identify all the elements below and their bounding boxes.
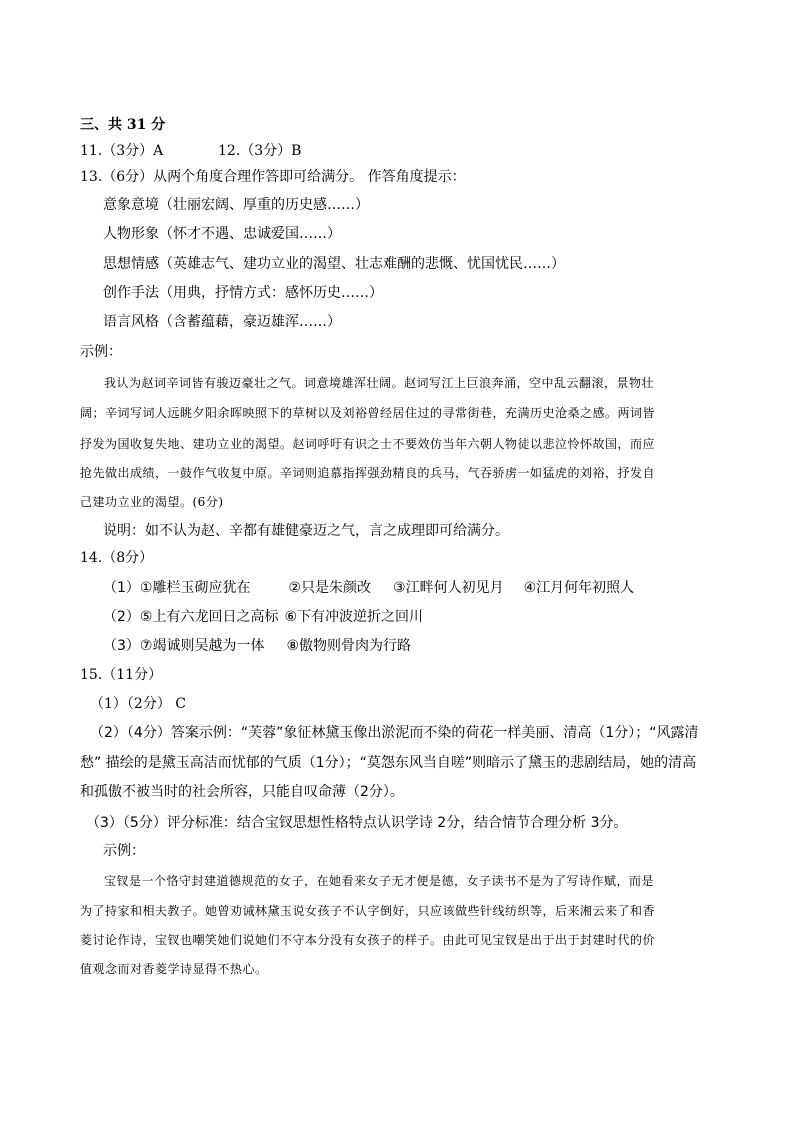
- q15-example-line: 值观念而对香菱学诗显得不热心。: [80, 962, 268, 976]
- q15-example-line: 宝钗是一个恪守封建道德规范的女子，在她看来女子无才便是德，女子读书不是为了写诗作赋，而是: [104, 874, 655, 888]
- q15-part2-line: 和孤傲不被当时的社会所容，只能自叹命薄（2分）。: [80, 784, 404, 800]
- q14-blank: ⑧傲物则骨肉为行路: [286, 638, 412, 654]
- q14-blank: ⑦竭诚则吴越为一体: [139, 638, 265, 654]
- section-header: 三、共 31 分: [80, 117, 166, 133]
- q14-blank: ③江畔何人初见月: [393, 580, 504, 596]
- q14-blank: ⑤上有六龙回日之高标: [139, 609, 279, 625]
- q15-part2-line: （2）（4分）答案示例：“芙蓉”象征林黛玉像出淤泥而不染的荷花一样美丽、清高（1分）；“风露清: [90, 725, 699, 741]
- q14-row-prefix: （1）: [103, 580, 140, 596]
- q14-blank: ①雕栏玉砌应犹在: [139, 580, 251, 596]
- q14-blank: ④江月何年初照人: [523, 580, 635, 596]
- q15-example-label: 示例：: [103, 843, 145, 859]
- q15-example-line: 菱讨论作诗，宝钗也嘲笑她们说她们不守本分没有女孩子的样子。由此可见宝钗是出于出于封建时代的价: [80, 933, 656, 947]
- q15-example-line: 为了持家和相夫教子。她曾劝诫林黛玉说女孩子不认字倒好，只应该做些针线纺织等，后来湘云来了和香: [80, 904, 656, 918]
- q15-part2-line: 愁” 描绘的是黛玉高洁而忧郁的气质（1分）；“莫怨东风当自嗟”则暗示了黛玉的悲剧结局，她的清高: [80, 755, 697, 771]
- q14-row-prefix: （3）: [103, 638, 140, 654]
- q15-part1: （1）（2分） C: [90, 696, 186, 712]
- q13-heading: 13.（6分）从两个角度合理作答即可给满分。 作答角度提示：: [80, 169, 466, 185]
- q12-answer: 12.（3分）B: [218, 143, 302, 159]
- q13-hint-imagery: 意象意境（壮丽宏阔、厚重的历史感……）: [103, 197, 369, 213]
- q13-hint-technique: 创作手法（用典，抒情方式：感怀历史……）: [103, 285, 383, 301]
- q13-hint-emotion: 思想情感（英雄志气、建功立业的渴望、壮志难酬的悲慨、忧国忧民……）: [103, 256, 565, 272]
- q13-example-line: 阔；辛词写词人远眺夕阳余晖映照下的草树以及刘裕曾经居住过的寻常街巷，充满历史沧桑之感。两词皆: [80, 406, 656, 420]
- q13-hint-character: 人物形象（怀才不遇、忠诚爱国……）: [103, 226, 341, 242]
- q14-blank: ⑥下有冲波逆折之回川: [284, 609, 424, 625]
- q13-note: 说明：如不认为赵、辛都有雄健豪迈之气，言之成理即可给满分。: [103, 523, 509, 539]
- q13-hint-style: 语言风格（含蓄蕴藉，豪迈雄浑……）: [103, 314, 341, 330]
- q14-row-2: [103, 608, 423, 626]
- q13-example-line: 抒发为国收复失地、建功立业的渴望。赵词呼吁有识之士不要效仿当年六朝人物徒以悲泣怜怀故国，而应: [80, 437, 656, 451]
- q14-row-1: [103, 579, 634, 597]
- q14-row-prefix: （2）: [103, 609, 140, 625]
- q13-example-line: 我认为赵词辛词皆有骏迈豪壮之气。词意境雄浑壮阔。赵词写江上巨浪奔涌，空中乱云翻滚，景物壮: [104, 376, 655, 390]
- q13-example-line: 己建功立业的渴望。(6分): [80, 495, 224, 509]
- q15-heading: 15.（11分）: [80, 667, 163, 683]
- q13-example-line: 抢先做出成绩，一鼓作气收复中原。辛词则追慕指挥强劲精良的兵马，气吞骄虏一如猛虎的刘裕，抒发自: [80, 466, 656, 480]
- q14-row-3: [103, 637, 411, 655]
- q11-answer: 11.（3分）A: [80, 143, 164, 159]
- q14-heading: 14.（8分）: [80, 550, 154, 566]
- q14-blank: ②只是朱颜改: [288, 580, 372, 596]
- q13-example-label: 示例：: [80, 344, 122, 360]
- q15-part3: （3）（5分）评分标准：结合宝钗思想性格特点认识学诗 2分，结合情节合理分析 3分。: [86, 815, 628, 831]
